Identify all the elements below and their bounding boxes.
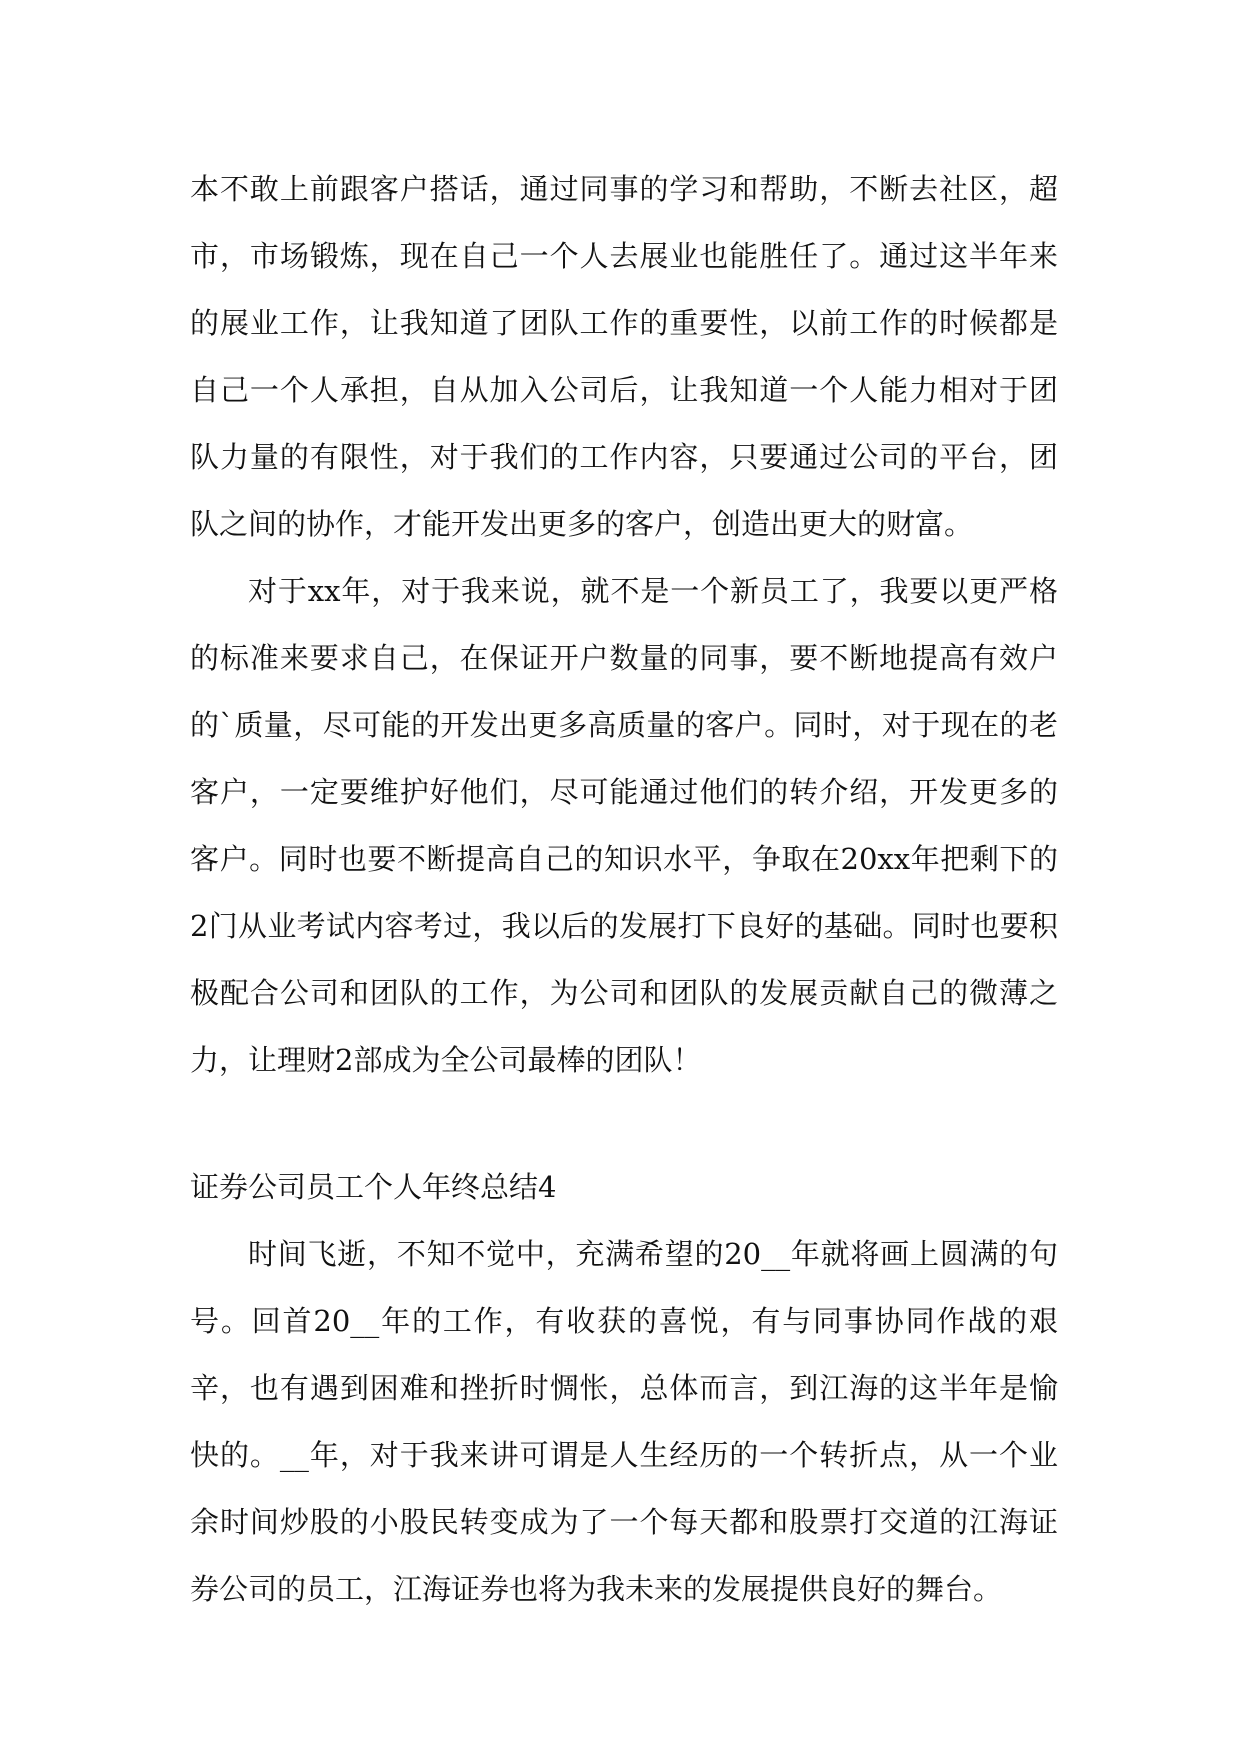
paragraph-continued: 本不敢上前跟客户搭话，通过同事的学习和帮助，不断去社区，超市，市场锻炼，现在自己一个人去展业也能胜任了。通过这半年来的展业工作，让我知道了团队工作的重要性，以前工作的时候都是自己一个人承担，自从加入公司后，让我知道一个人能力相对于团队力量的有限性，对于我们的工作内容，只要通过公司的平台，团队之间的协作，才能开发出更多的客户，创造出更大的财富。	[190, 172, 1058, 541]
paragraph-section-intro: 时间飞逝，不知不觉中，充满希望的20__年就将画上圆满的句号。回首20__年的工作，有收获的喜悦，有与同事协同作战的艰辛，也有遇到困难和挫折时惆怅，总体而言，到江海的这半年是愉快的。__年，对于我来讲可谓是人生经历的一个转折点，从一个业余时间炒股的小股民转变成为了一个每天都和股票打交道的江海证券公司的员工，江海证券也将为我未来的发展提供良好的舞台。	[190, 1237, 1058, 1606]
section-heading: 证券公司员工个人年终总结4	[190, 1170, 557, 1204]
document-body	[190, 156, 1058, 1623]
paragraph-plans: 对于xx年，对于我来说，就不是一个新员工了，我要以更严格的标准来要求自己，在保证开户数量的同事，要不断地提高有效户的`质量，尽可能的开发出更多高质量的客户。同时，对于现在的老客户，一定要维护好他们，尽可能通过他们的转介绍，开发更多的客户。同时也要不断提高自己的知识水平，争取在20xx年把剩下的2门从业考试内容考过，我以后的发展打下良好的基础。同时也要积极配合公司和团队的工作，为公司和团队的发展贡献自己的微薄之力，让理财2部成为全公司最棒的团队！	[190, 574, 1058, 1077]
